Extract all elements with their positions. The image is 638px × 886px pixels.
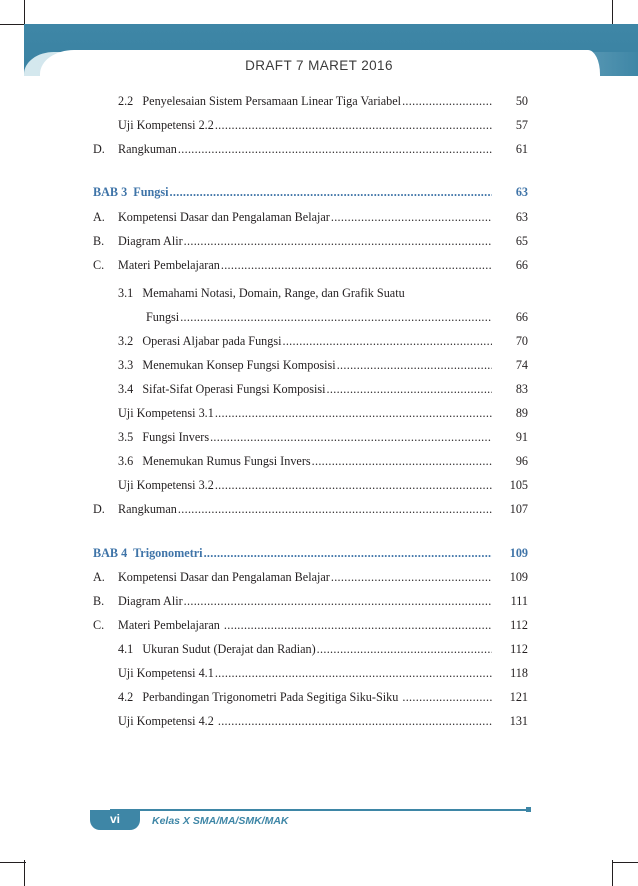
- toc-row: [0, 452, 638, 470]
- toc-label: 4.2 Perbandingan Trigonometri Pada Segitiga Siku-Siku: [118, 690, 402, 704]
- toc-label: Rangkuman: [118, 502, 177, 516]
- toc-label: 2.2 Penyelesaian Sistem Persamaan Linear Tiga Variabel: [118, 94, 402, 108]
- toc-leader-dots: [184, 232, 492, 250]
- toc-entry: [118, 712, 492, 730]
- toc-page-number: 105: [509, 478, 528, 492]
- toc-page-number: 65: [515, 234, 528, 248]
- toc-page-number: 109: [509, 570, 528, 584]
- toc-page-number: 63: [515, 210, 528, 224]
- toc-label: BAB 4 Trigonometri: [93, 546, 203, 560]
- toc-entry: [118, 428, 492, 446]
- toc-label: Diagram Alir: [118, 594, 183, 608]
- toc-page-number: 50: [515, 94, 528, 108]
- toc-row: [0, 428, 638, 446]
- toc-leader-dots: [221, 256, 492, 274]
- toc-row: [0, 712, 638, 730]
- toc-entry: [118, 232, 492, 250]
- footer-rule: [110, 809, 528, 811]
- toc-leader-dots: [282, 332, 492, 350]
- toc-label: 3.2 Operasi Aljabar pada Fungsi: [118, 334, 282, 348]
- toc-label: Fungsi: [146, 310, 180, 324]
- toc-label: BAB 3 Fungsi: [93, 185, 169, 199]
- toc-entry: [118, 332, 492, 350]
- toc-entry: [93, 183, 492, 201]
- toc-row: [0, 256, 638, 274]
- toc-entry: [118, 116, 492, 134]
- toc-label: 3.3 Menemukan Konsep Fungsi Komposisi: [118, 358, 336, 372]
- toc-entry: [146, 308, 492, 326]
- toc-entry: [118, 284, 492, 302]
- toc-marker: C.: [93, 258, 105, 272]
- toc-leader-dots: [180, 308, 492, 326]
- toc-leader-dots: [402, 92, 492, 110]
- toc-leader-dots: [337, 356, 492, 374]
- toc-marker: B.: [93, 234, 105, 248]
- toc-page-number: 63: [515, 185, 528, 199]
- toc-row: [0, 232, 638, 250]
- toc-page-number: 121: [509, 690, 528, 704]
- toc-page-number: 112: [510, 618, 528, 632]
- toc-page-number: 83: [515, 382, 528, 396]
- toc-leader-dots: [210, 428, 492, 446]
- crop-mark: [0, 862, 26, 863]
- toc-leader-dots: [178, 500, 492, 518]
- crop-mark: [0, 24, 26, 25]
- toc-page-number: 112: [510, 642, 528, 656]
- toc-page-number: 107: [509, 502, 528, 516]
- toc-label: Uji Kompetensi 3.1: [118, 406, 214, 420]
- toc-row: [0, 476, 638, 494]
- toc-page-number: 131: [509, 714, 528, 728]
- toc-label: Diagram Alir: [118, 234, 183, 248]
- toc-page-number: 66: [515, 258, 528, 272]
- toc-leader-dots: [215, 664, 492, 682]
- toc-chapter-row: [0, 544, 638, 562]
- toc-entry: [118, 140, 492, 158]
- toc-leader-dots: [204, 544, 492, 562]
- toc-label: 3.1 Memahami Notasi, Domain, Range, dan Grafik Suatu: [118, 286, 405, 300]
- toc-leader-dots: [224, 616, 492, 634]
- toc-row: [0, 500, 638, 518]
- page-number-tab: [90, 810, 140, 830]
- toc-leader-dots: [327, 380, 492, 398]
- toc-label: Materi Pembelajaran: [118, 618, 223, 632]
- toc-label: 4.1 Ukuran Sudut (Derajat dan Radian): [118, 642, 316, 656]
- toc-page-number: 74: [515, 358, 528, 372]
- toc-label: Uji Kompetensi 4.1: [118, 666, 214, 680]
- toc-entry: [118, 688, 492, 706]
- toc-entry: [118, 452, 492, 470]
- toc-entry: [118, 640, 492, 658]
- toc-row: [0, 404, 638, 422]
- toc-leader-dots: [178, 140, 492, 158]
- toc-leader-dots: [331, 568, 492, 586]
- toc-page-number: 70: [515, 334, 528, 348]
- toc-page-number: 96: [515, 454, 528, 468]
- crop-mark: [24, 0, 25, 26]
- toc-row: [0, 380, 638, 398]
- toc-row: [0, 592, 638, 610]
- toc-row: [0, 688, 638, 706]
- toc-entry: [118, 592, 492, 610]
- toc-marker: D.: [93, 142, 105, 156]
- crop-mark: [612, 0, 613, 26]
- toc-label: Materi Pembelajaran: [118, 258, 220, 272]
- toc-row: [0, 208, 638, 226]
- toc-leader-dots: [215, 116, 492, 134]
- toc-row: [0, 332, 638, 350]
- toc-label: Rangkuman: [118, 142, 177, 156]
- book-title: Kelas X SMA/MA/SMK/MAK: [152, 815, 289, 827]
- toc-label: 3.6 Menemukan Rumus Fungsi Invers: [118, 454, 311, 468]
- toc-leader-dots: [170, 183, 492, 201]
- toc-page-number: 111: [510, 594, 528, 608]
- toc-entry: [118, 92, 492, 110]
- toc-entry: [93, 544, 492, 562]
- toc-label: Kompetensi Dasar dan Pengalaman Belajar: [118, 570, 330, 584]
- toc-entry: [118, 356, 492, 374]
- toc-leader-dots: [317, 640, 492, 658]
- toc-row: [0, 116, 638, 134]
- toc-row: [0, 356, 638, 374]
- crop-mark: [612, 860, 613, 886]
- toc-page-number: 66: [515, 310, 528, 324]
- toc-label: Kompetensi Dasar dan Pengalaman Belajar: [118, 210, 330, 224]
- toc-entry: [118, 256, 492, 274]
- toc-page-number: 109: [509, 546, 528, 560]
- toc-marker: A.: [93, 570, 105, 584]
- toc-chapter-row: [0, 183, 638, 201]
- toc-row: [0, 284, 638, 302]
- toc-marker: C.: [93, 618, 105, 632]
- toc-page-number: 91: [515, 430, 528, 444]
- toc-row: [0, 664, 638, 682]
- toc-leader-dots: [215, 476, 492, 494]
- toc-marker: D.: [93, 502, 105, 516]
- toc-page-number: 118: [510, 666, 528, 680]
- toc-leader-dots: [184, 592, 492, 610]
- toc-entry: [118, 616, 492, 634]
- toc-row: [0, 92, 638, 110]
- toc-leader-dots: [402, 688, 492, 706]
- toc-entry: [118, 380, 492, 398]
- toc-label: 3.5 Fungsi Invers: [118, 430, 210, 444]
- toc-entry: [118, 664, 492, 682]
- draft-title: DRAFT 7 MARET 2016: [245, 58, 393, 73]
- toc-leader-dots: [331, 208, 492, 226]
- toc-marker: B.: [93, 594, 105, 608]
- toc-entry: [118, 500, 492, 518]
- toc-entry: [118, 476, 492, 494]
- toc-page-number: 89: [515, 406, 528, 420]
- toc-entry: [118, 404, 492, 422]
- toc-row: [0, 640, 638, 658]
- footer-square-ornament: [526, 807, 531, 812]
- toc-entry: [118, 568, 492, 586]
- toc-label: Uji Kompetensi 4.2: [118, 714, 217, 728]
- toc-row: [0, 308, 638, 326]
- toc-row: [0, 140, 638, 158]
- toc-leader-dots: [218, 712, 492, 730]
- toc-row: [0, 568, 638, 586]
- toc-page-number: 61: [515, 142, 528, 156]
- toc-leader-dots: [312, 452, 492, 470]
- toc-leader-dots: [215, 404, 492, 422]
- toc-marker: A.: [93, 210, 105, 224]
- toc-row: [0, 616, 638, 634]
- crop-mark: [612, 862, 638, 863]
- toc-label: Uji Kompetensi 3.2: [118, 478, 214, 492]
- toc-label: 3.4 Sifat-Sifat Operasi Fungsi Komposisi: [118, 382, 326, 396]
- toc-label: Uji Kompetensi 2.2: [118, 118, 214, 132]
- toc-page-number: 57: [515, 118, 528, 132]
- crop-mark: [24, 860, 25, 886]
- page-number: vi: [109, 812, 120, 826]
- toc-entry: [118, 208, 492, 226]
